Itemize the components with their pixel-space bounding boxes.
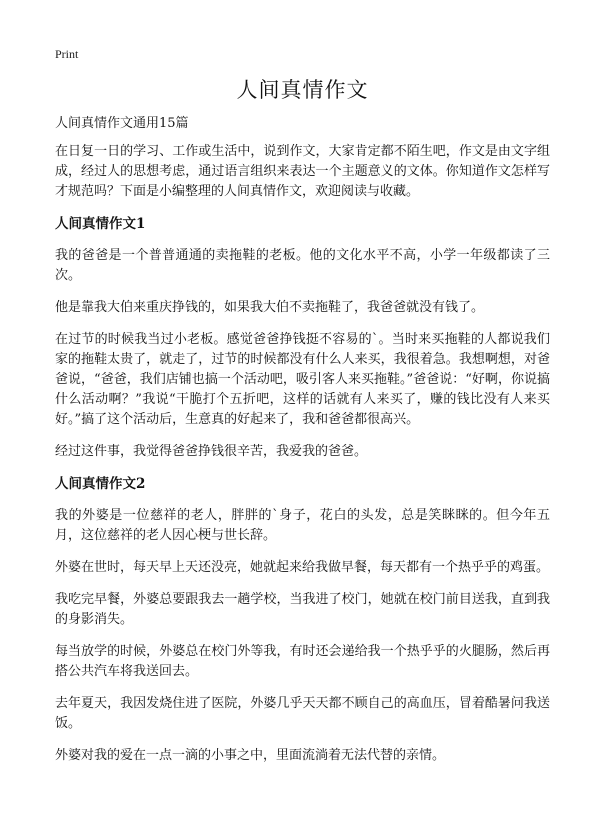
paragraph: 他是靠我大伯来重庆挣钱的，如果我大伯不卖拖鞋了，我爸爸就没有钱了。 xyxy=(55,300,485,315)
section-heading: 人间真情作文1 xyxy=(55,216,146,232)
paragraph: 外婆在世时，每天早上天还没亮，她就起来给我做早餐，每天都有一个热乎乎的鸡蛋。 xyxy=(55,560,550,575)
essay-section-1 xyxy=(55,214,550,462)
intro-paragraph: 在日复一日的学习、工作或生活中，说到作文，大家肯定都不陌生吧，作文是由文字组成，经过人的思想考虑，通过语言组织来表达一个主题意义的文体。你知道作文怎样写才规范吗？下面是小编整理的人间真情作文，欢迎阅读与收藏。 xyxy=(55,144,550,199)
paragraph: 每当放学的时候，外婆总在校门外等我，有时还会递给我一个热乎乎的火腿肠，然后再搭公共汽车将我送回去。 xyxy=(55,644,550,679)
section-heading: 人间真情作文2 xyxy=(55,476,146,492)
paragraph: 去年夏天，我因发烧住进了医院，外婆几乎天天都不顾自己的高血压，冒着酷暑问我送饭。 xyxy=(55,696,550,731)
paragraph: 我的爸爸是一个普普通通的卖拖鞋的老板。他的文化水平不高，小学一年级都读了三次。 xyxy=(55,248,550,283)
document-subtitle: 人间真情作文通用15篇 xyxy=(55,116,189,131)
paragraph: 我的外婆是一位慈祥的老人，胖胖的`身子，花白的头发，总是笑眯眯的。但今年五月，这位慈祥的老人因心梗与世长辞。 xyxy=(55,508,550,543)
essay-section-2 xyxy=(55,474,550,766)
document-title: 人间真情作文 xyxy=(236,78,369,102)
paragraph: 经过这件事，我觉得爸爸挣钱很辛苦，我爱我的爸爸。 xyxy=(55,444,368,459)
paragraph: 在过节的时候我当过小老板。感觉爸爸挣钱挺不容易的`。当时来买拖鞋的人都说我们家的拖鞋太贵了，就走了，过节的时候都没有什么人来买，我很着急。我想啊想，对爸爸说，“爸爸，我们店铺也搞一个活动吧，吸引客人来买拖鞋。”爸爸说：“好啊，你说搞什么活动啊？”我说“干脆打个五折吧，这样的话就有人来买了，赚的钱比没有人来买好。”搞了这个活动后，生意真的好起来了，我和爸爸都很高兴。 xyxy=(55,332,550,427)
print-link[interactable]: Print xyxy=(55,47,79,61)
paragraph: 外婆对我的爱在一点一滴的小事之中，里面流淌着无法代替的亲情。 xyxy=(55,748,446,763)
paragraph: 我吃完早餐，外婆总要跟我去一趟学校，当我进了校门，她就在校门前目送我，直到我的身影消失。 xyxy=(55,592,550,627)
